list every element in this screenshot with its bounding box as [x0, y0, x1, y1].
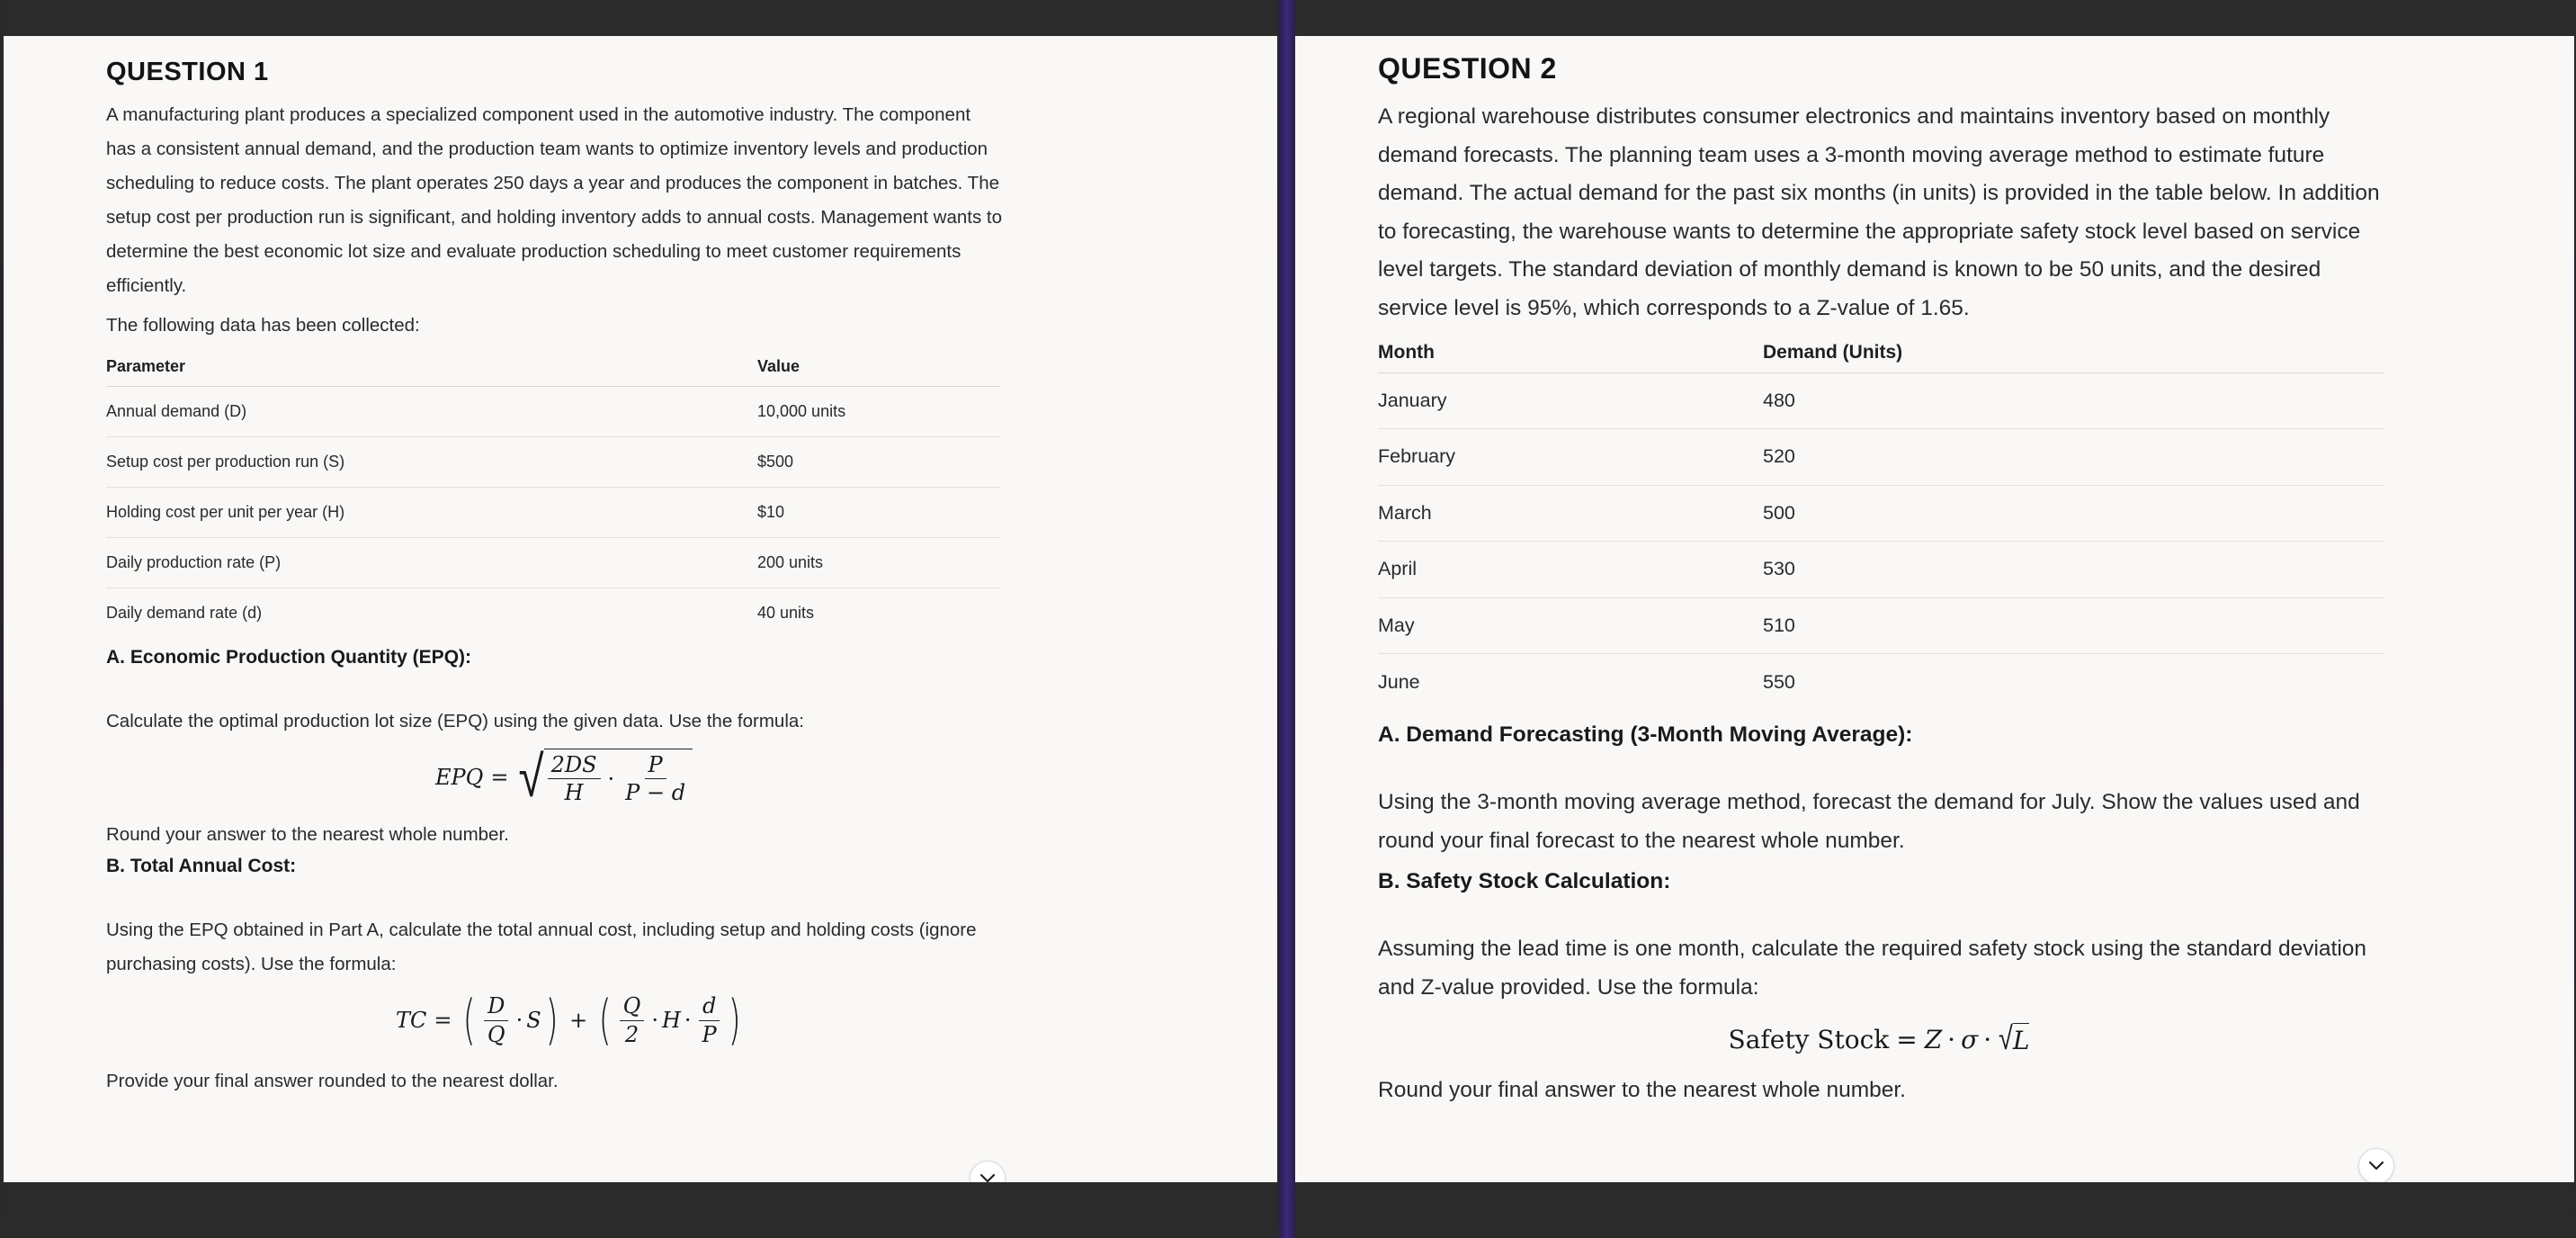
equals-sign: = [1896, 1024, 1918, 1054]
formula-term: S [526, 1008, 541, 1033]
table-row [1378, 597, 2384, 654]
question-1-content [106, 36, 1002, 1099]
table-cell: 530 [1763, 542, 2384, 598]
table-row [1378, 542, 2384, 598]
fraction [699, 994, 720, 1046]
chevron-down-icon [2368, 1161, 2384, 1171]
sigma-variable: σ [1961, 1024, 1979, 1054]
dot-operator: · [1983, 1024, 1992, 1054]
formula-lhs: TC [396, 1008, 427, 1033]
right-bottom-bar [1295, 1182, 2574, 1238]
table-cell: 200 units [757, 537, 1000, 588]
z-variable: Z [1924, 1024, 1943, 1054]
dot-operator: · [607, 766, 615, 792]
question-1-data-intro: The following data has been collected: [106, 315, 420, 336]
table-row [1378, 485, 2384, 542]
right-top-bar [1295, 0, 2574, 36]
table-row [1378, 654, 2384, 711]
fraction [548, 753, 601, 805]
formula-lhs: Safety Stock [1728, 1024, 1890, 1054]
square-root [1997, 1020, 2030, 1057]
denominator: 2 [624, 1021, 640, 1047]
radical-symbol: √ [518, 744, 545, 811]
denominator: P − d [625, 780, 686, 805]
denominator: Q [487, 1021, 505, 1047]
dot-operator: · [515, 1008, 523, 1033]
scroll-down-button[interactable] [2358, 1148, 2394, 1182]
table-cell: 510 [1763, 597, 2384, 654]
part-a-instruction: Round your answer to the nearest whole number. [106, 824, 509, 845]
part-b-text: Assuming the lead time is one month, calculate the required safety stock using the standard deviation and Z-value provided. Use the formula: [1378, 937, 2367, 1000]
table-row [106, 436, 1000, 487]
table-header-cell: Value [757, 348, 1000, 386]
right-paren: ) [545, 989, 559, 1052]
table-cell: $500 [757, 436, 1000, 487]
fraction [622, 753, 689, 805]
table-header-row [106, 348, 1000, 386]
table-cell: 550 [1763, 670, 1795, 693]
question-2-content [1378, 36, 2380, 1110]
chevron-down-icon [979, 1173, 996, 1182]
left-paren: ( [598, 989, 612, 1052]
table-cell: March [1378, 485, 1763, 542]
table-cell: 520 [1763, 429, 2384, 486]
denominator: P [702, 1021, 717, 1047]
table-header-row [1378, 333, 2384, 372]
table-cell: May [1378, 597, 1763, 654]
table-header-cell: Month [1378, 333, 1763, 372]
equals-sign: = [490, 765, 509, 790]
formula-term: H [661, 1008, 681, 1033]
table-cell: 500 [1763, 485, 2384, 542]
table-cell: June [1378, 670, 1420, 693]
table-cell: Annual demand (D) [106, 386, 757, 436]
left-paren: ( [463, 989, 477, 1052]
fraction [484, 994, 509, 1046]
safety-stock-formula [1378, 1007, 2380, 1072]
table-row [1378, 429, 2384, 486]
part-b-heading: B. Safety Stock Calculation: [1378, 869, 1671, 893]
part-a-heading: A. Demand Forecasting (3-Month Moving Average): [1378, 722, 1913, 747]
equals-sign: = [434, 1008, 452, 1033]
dot-operator: · [1947, 1024, 1956, 1054]
table-cell: January [1378, 372, 1763, 429]
right-paren: ) [728, 989, 741, 1052]
table-header-cell: Parameter [106, 348, 757, 386]
question-1-title: QUESTION 1 [106, 58, 269, 86]
question-1-intro: A manufacturing plant produces a specialized component used in the automotive industry. The component has a consistent annual demand, and the production team wants to optimize inventory levels and production scheduling to reduce costs. The plant operates 250 days a year and produces the component in batches. The setup cost per production run is significant, and holding inventory adds to annual costs. Management wants to determine the best economic lot size and evaluate production scheduling to meet customer requirements efficiently. [106, 104, 1002, 296]
epq-formula [106, 740, 1002, 814]
part-a-heading: A. Economic Production Quantity (EPQ): [106, 647, 472, 668]
plus-sign: + [569, 1008, 588, 1033]
question-2-pane[interactable] [1295, 36, 2574, 1182]
split-divider[interactable] [1279, 0, 1295, 1238]
table-cell: 10,000 units [757, 386, 1000, 436]
table-cell: Holding cost per unit per year (H) [106, 487, 757, 537]
table-cell: February [1378, 429, 1763, 486]
radicand [544, 749, 693, 806]
table-cell: 40 units [757, 603, 815, 622]
part-a-text: Using the 3-month moving average method, forecast the demand for July. Show the values used and round your final forecast to the nearest whole number. [1378, 790, 2360, 853]
part-b-instruction: Provide your final answer rounded to the nearest dollar. [106, 1071, 559, 1091]
left-bottom-bar [4, 1182, 1277, 1238]
question-2-title: QUESTION 2 [1378, 52, 1557, 85]
table-row [106, 386, 1000, 436]
radicand: L [2013, 1023, 2030, 1055]
table-cell: 480 [1763, 372, 2384, 429]
scroll-down-button[interactable] [970, 1161, 1006, 1182]
table-header-cell: Demand (Units) [1763, 333, 2384, 372]
part-a-text: Calculate the optimal production lot size (EPQ) using the given data. Use the formula: [106, 711, 804, 731]
table-row [1378, 372, 2384, 429]
numerator: 2DS [548, 753, 601, 779]
question-1-pane[interactable] [4, 36, 1277, 1182]
total-cost-formula [106, 982, 1002, 1059]
table-row [106, 537, 1000, 588]
table-cell: Setup cost per production run (S) [106, 436, 757, 487]
radical-symbol: √ [1999, 1020, 2013, 1057]
denominator: H [564, 780, 584, 805]
numerator: d [699, 994, 720, 1020]
numerator: P [645, 753, 666, 779]
fraction [620, 994, 645, 1046]
parameter-table [106, 348, 1000, 638]
square-root [515, 744, 693, 811]
part-b-heading: B. Total Annual Cost: [106, 856, 297, 876]
table-cell: $10 [757, 487, 1000, 537]
question-2-intro: A regional warehouse distributes consumer electronics and maintains inventory based on monthly demand forecasts. The planning team uses a 3-month moving average method to estimate future demand. The actual demand for the past six months (in units) is provided in the table below. In addition to forecasting, the warehouse wants to determine the appropriate safety stock level based on service level targets. The standard deviation of monthly demand is known to be 50 units, and the desired service level is 95%, which corresponds to a Z-value of 1.65. [1378, 104, 2380, 320]
demand-table [1378, 333, 2384, 710]
table-row [106, 588, 1000, 638]
formula-lhs: EPQ [435, 765, 484, 790]
table-row [106, 487, 1000, 537]
table-cell: April [1378, 542, 1763, 598]
dot-operator: · [651, 1008, 658, 1033]
numerator: Q [620, 994, 645, 1020]
dot-operator: · [684, 1008, 692, 1033]
numerator: D [484, 994, 508, 1020]
left-top-bar [4, 0, 1277, 36]
part-b-instruction: Round your final answer to the nearest whole number. [1378, 1078, 1906, 1102]
table-cell: Daily production rate (P) [106, 537, 757, 588]
table-cell: Daily demand rate (d) [106, 603, 263, 622]
part-b-text: Using the EPQ obtained in Part A, calculate the total annual cost, including setup and holding costs (ignore purchasing costs). Use the formula: [106, 920, 977, 974]
